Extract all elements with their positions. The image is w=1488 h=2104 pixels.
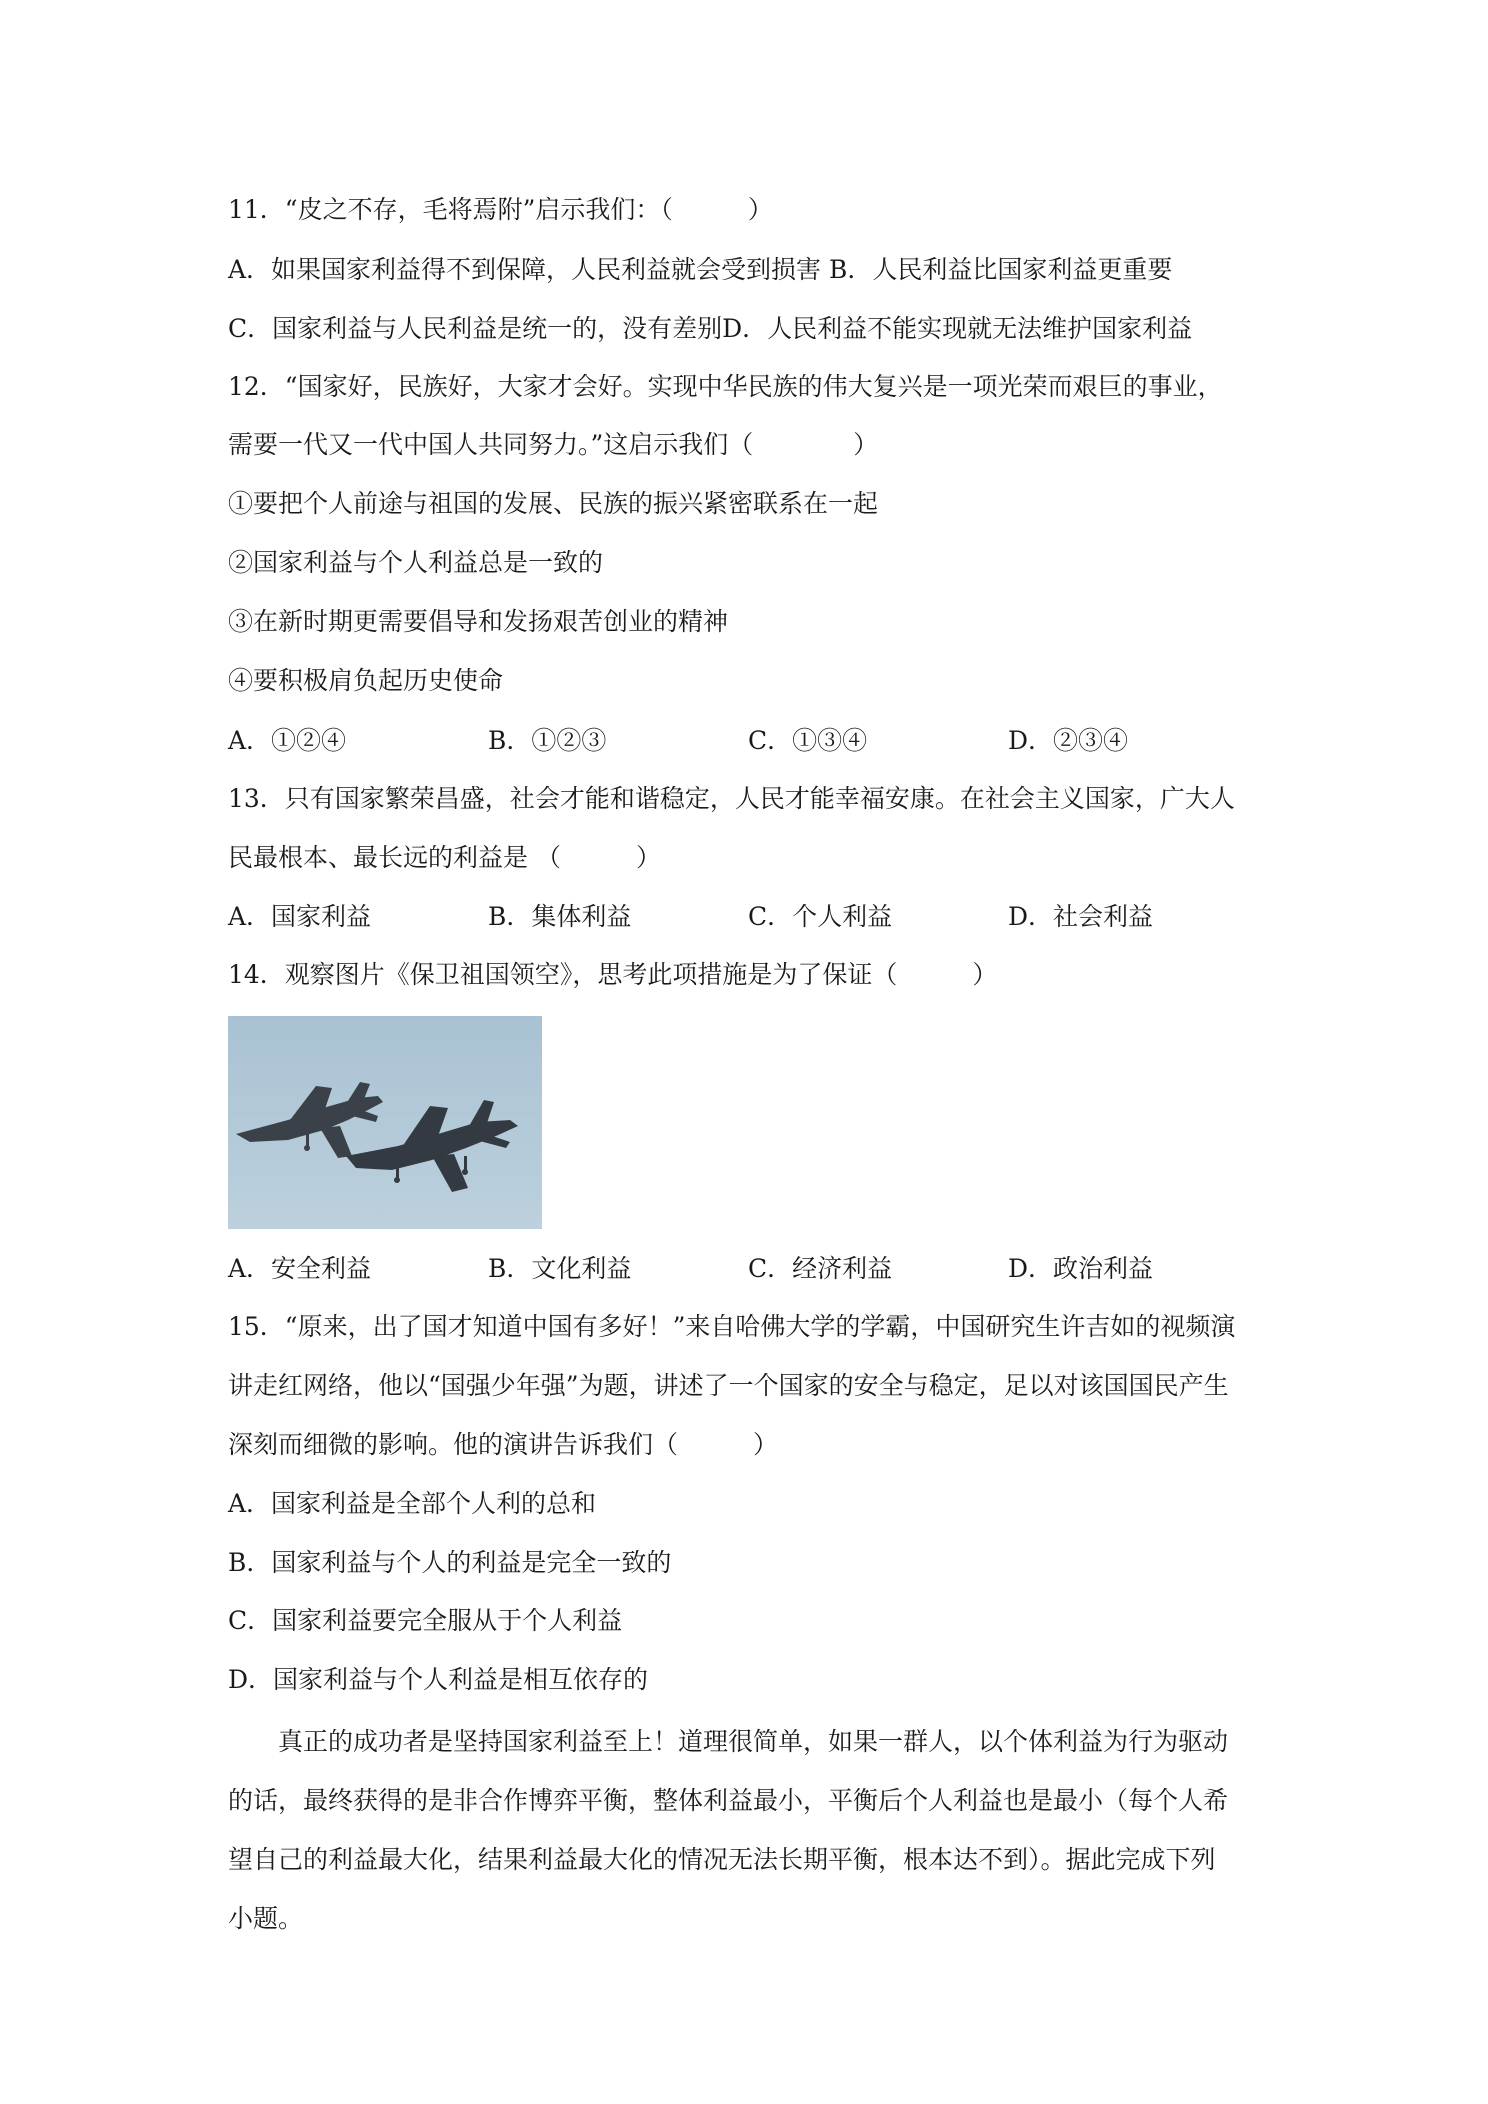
q11-stem: 11．“皮之不存，毛将焉附”启示我们：（ ） (228, 195, 773, 224)
q15-stem-line-3: 深刻而细微的影响。他的演讲告诉我们（ ） (228, 1430, 779, 1459)
q13-stem-line-1: 13．只有国家繁荣昌盛，社会才能和谐稳定，人民才能幸福安康。在社会主义国家，广大人 (228, 784, 1235, 813)
q12-item-3: ③在新时期更需要倡导和发扬艰苦创业的精神 (228, 607, 729, 636)
q12-option-c: C．①③④ (748, 726, 868, 755)
q12-option-d: D．②③④ (1008, 726, 1129, 755)
q14-option-a: A．安全利益 (228, 1254, 372, 1283)
q12-stem-line-2: 需要一代又一代中国人共同努力。”这启示我们（ ） (228, 430, 879, 459)
q13-option-c: C．个人利益 (748, 902, 893, 931)
q13-option-a: A．国家利益 (228, 902, 372, 931)
q11-options-ab: A．如果国家利益得不到保障，人民利益就会受到损害 B．人民利益比国家利益更重要 (228, 255, 1173, 284)
q14-option-c: C．经济利益 (748, 1254, 893, 1283)
q12-item-1: ①要把个人前途与祖国的发展、民族的振兴紧密联系在一起 (228, 489, 879, 518)
q12-item-2: ②国家利益与个人利益总是一致的 (228, 548, 604, 577)
q15-option-c: C．国家利益要完全服从于个人利益 (228, 1606, 623, 1635)
passage-line-3: 望自己的利益最大化，结果利益最大化的情况无法长期平衡，根本达不到）。据此完成下列 (228, 1845, 1216, 1874)
q11-options-cd: C．国家利益与人民利益是统一的，没有差别D．人民利益不能实现就无法维护国家利益 (228, 314, 1193, 343)
fighter-jets-image (228, 1016, 542, 1229)
q14-option-d: D．政治利益 (1008, 1254, 1154, 1283)
q12-item-4: ④要积极肩负起历史使命 (228, 666, 504, 695)
q14-option-b: B．文化利益 (488, 1254, 632, 1283)
q15-stem-line-2: 讲走红网络，他以“国强少年强”为题，讲述了一个国家的安全与稳定，足以对该国国民产生 (228, 1371, 1229, 1400)
q12-option-a: A．①②④ (228, 726, 347, 755)
passage-line-2: 的话，最终获得的是非合作博弈平衡，整体利益最小，平衡后个人利益也是最小（每个人希 (228, 1786, 1229, 1815)
q12-option-b: B．①②③ (488, 726, 607, 755)
q15-stem-line-1: 15．“原来，出了国才知道中国有多好！”来自哈佛大学的学霸，中国研究生许吉如的视频演 (228, 1312, 1236, 1341)
q15-option-a: A．国家利益是全部个人利的总和 (228, 1489, 597, 1518)
q15-option-b: B．国家利益与个人的利益是完全一致的 (228, 1548, 672, 1577)
q14-stem: 14．观察图片《保卫祖国领空》，思考此项措施是为了保证（ ） (228, 960, 998, 989)
q13-option-b: B．集体利益 (488, 902, 632, 931)
passage-line-4: 小题。 (228, 1904, 304, 1933)
passage-line-1: 真正的成功者是坚持国家利益至上！道理很简单，如果一群人，以个体利益为行为驱动 (278, 1727, 1229, 1756)
q15-option-d: D．国家利益与个人利益是相互依存的 (228, 1665, 649, 1694)
q13-option-d: D．社会利益 (1008, 902, 1154, 931)
q13-stem-line-2: 民最根本、最长远的利益是 （ ） (228, 843, 661, 872)
q12-stem-line-1: 12．“国家好，民族好，大家才会好。实现中华民族的伟大复兴是一项光荣而艰巨的事业， (228, 372, 1223, 401)
